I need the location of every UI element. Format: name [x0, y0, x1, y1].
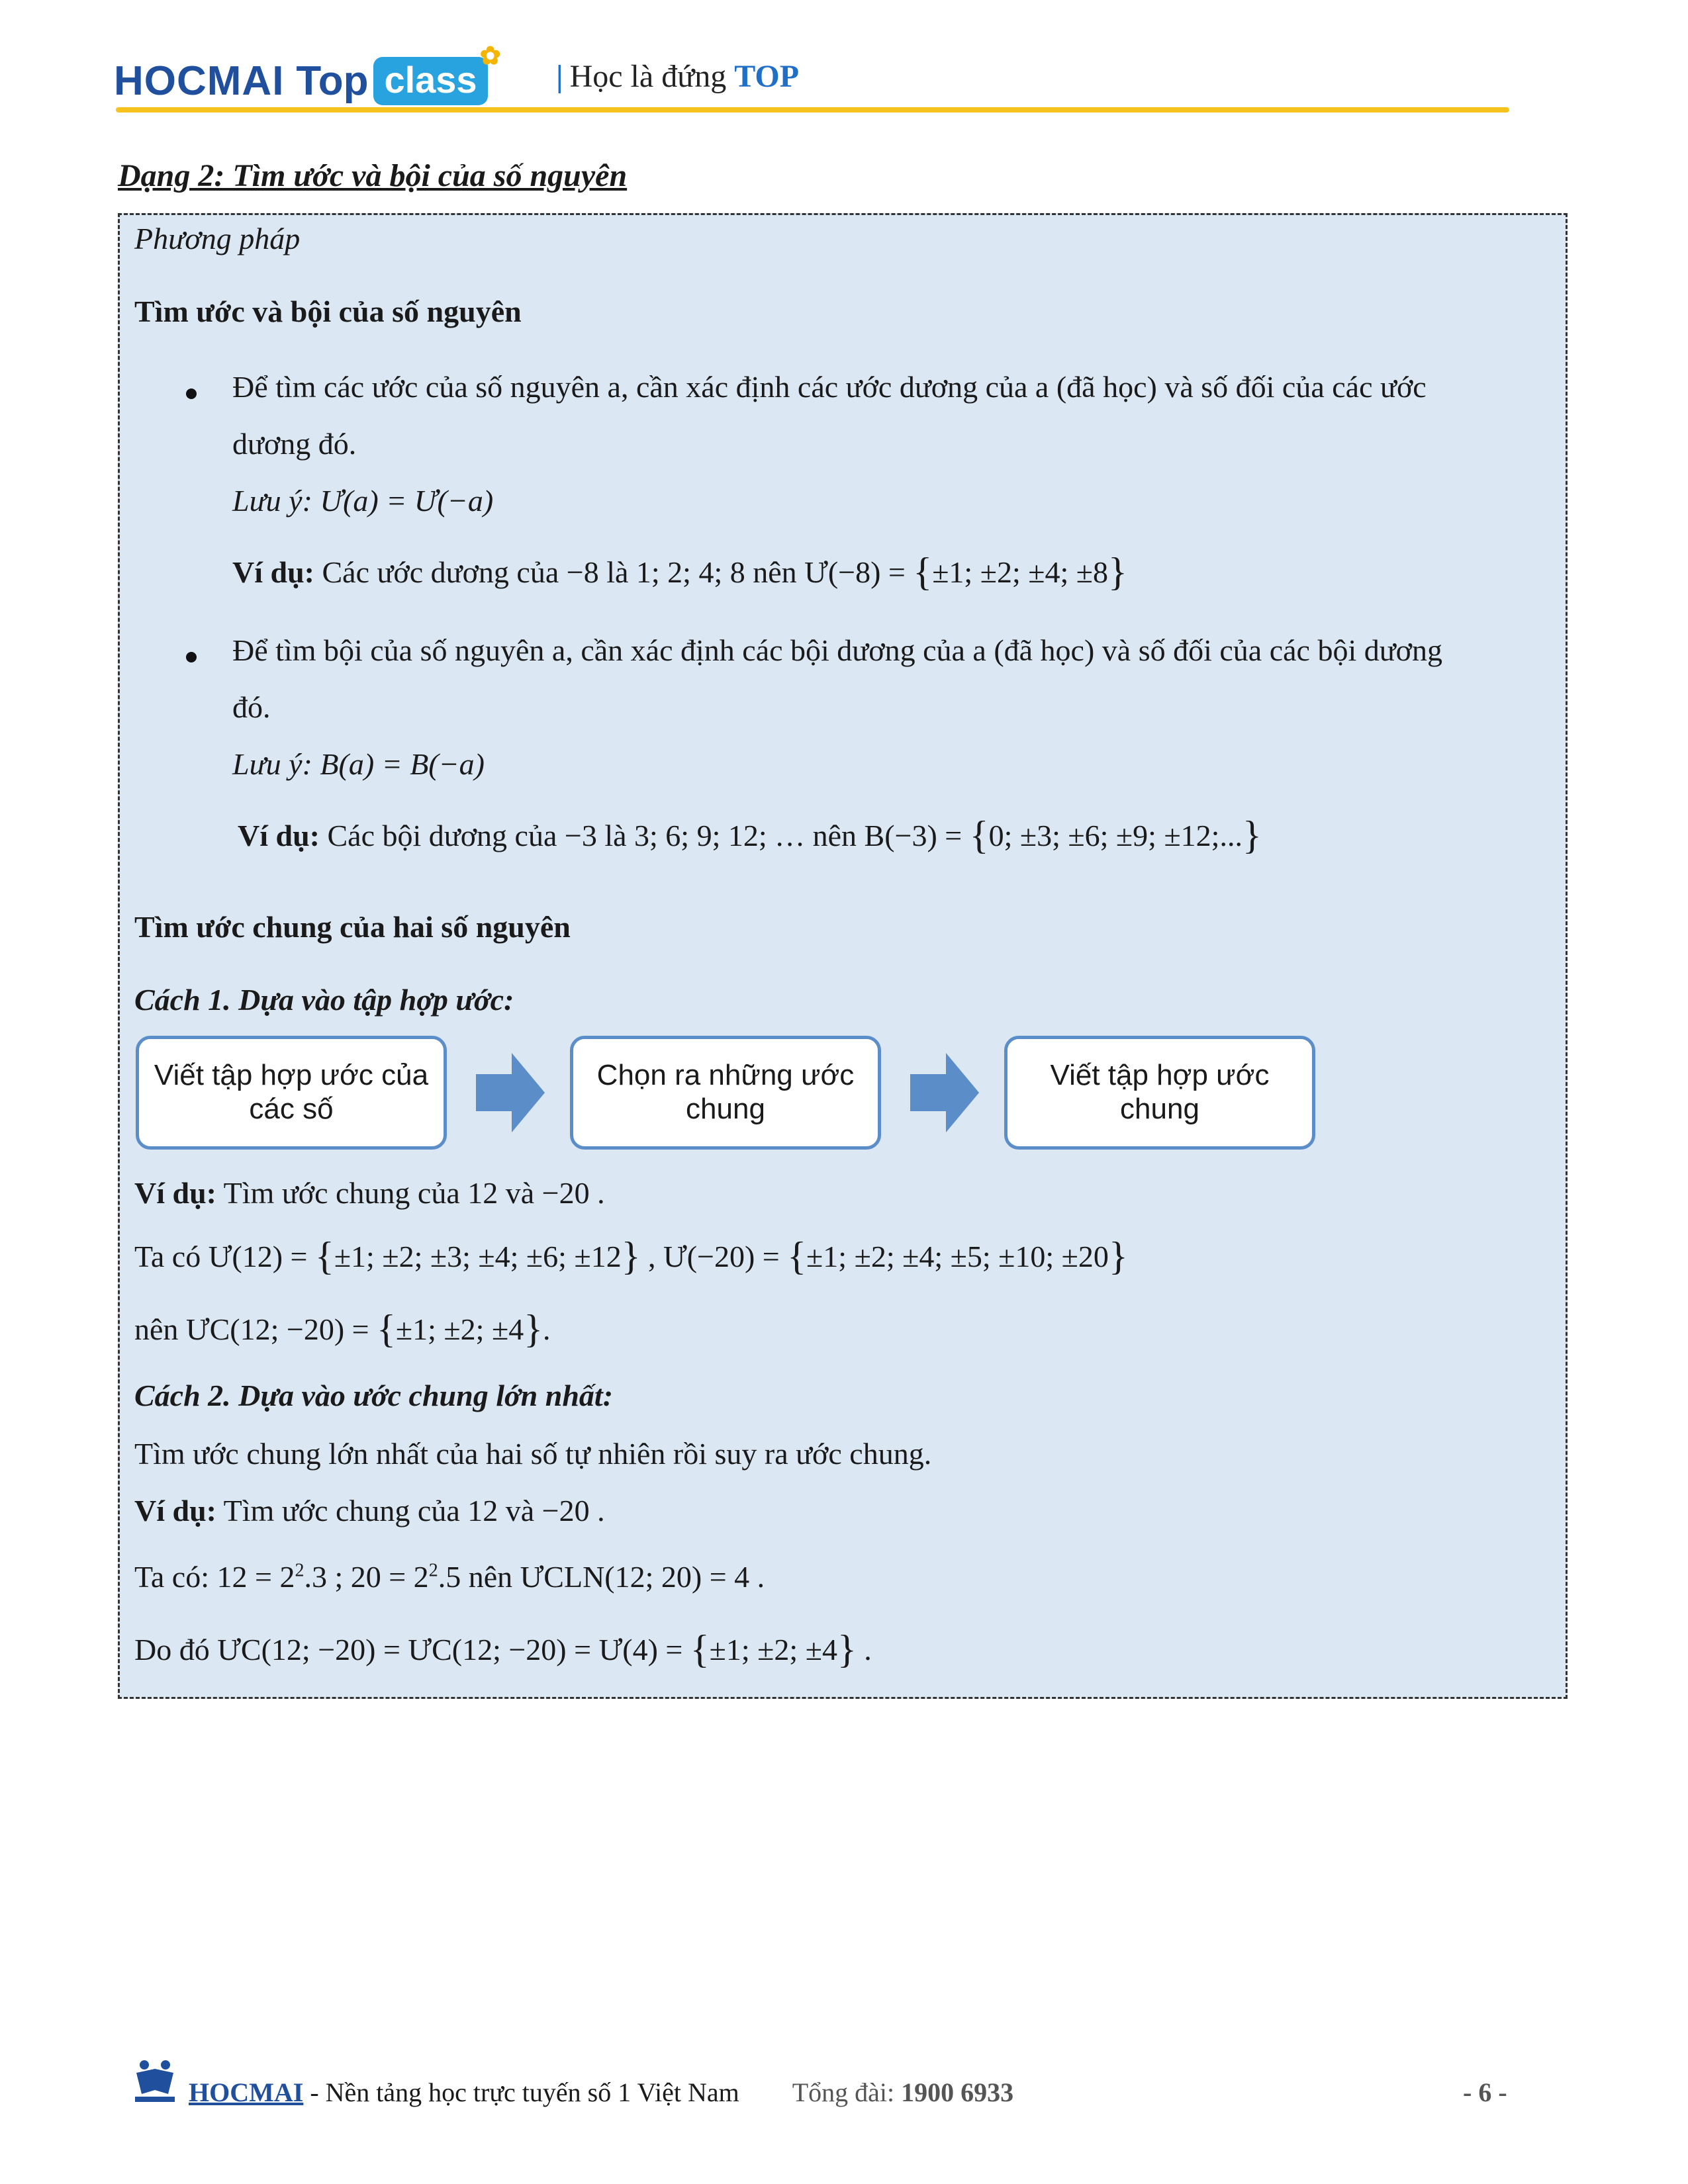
bullet2-line1: Để tìm bội của số nguyên a, cần xác định các bội dương của a (đã học) và số đối của các bội dương — [232, 633, 1443, 667]
example2-set: 0; ±3; ±6; ±9; ±12;... — [988, 819, 1243, 852]
bullet1-line2: dương đó. — [232, 427, 357, 461]
flow-step-2: Chọn ra những ước chung — [570, 1036, 881, 1150]
line-nen: nên ƯC(12; −20) = {±1; ±2; ±4}. — [134, 1307, 551, 1351]
heading-uoc-chung: Tìm ước chung của hai số nguyên — [134, 910, 571, 944]
flow-step-1: Viết tập hợp ước của các số — [136, 1036, 447, 1150]
logo-hocmai-text: HOCMAI — [114, 58, 285, 104]
taco1-set2: ±1; ±2; ±4; ±5; ±10; ±20 — [806, 1240, 1109, 1273]
footer — [189, 2077, 1013, 2108]
example1: Ví dụ: Các ước dương của −8 là 1; 2; 4; 8 nên Ư(−8) = {±1; ±2; ±4; ±8} — [232, 550, 1127, 594]
example3-text: Tìm ước chung của 12 và −20 . — [223, 1176, 605, 1210]
logo-class-text: class — [384, 58, 477, 101]
bullet-icon — [186, 652, 197, 662]
method2-title: Cách 2. Dựa vào ước chung lớn nhất: — [134, 1379, 614, 1412]
header-tagline — [556, 58, 799, 95]
hocmai-footer-icon — [131, 2057, 179, 2105]
example3 — [134, 1175, 605, 1211]
page-number: - 6 - — [1463, 2077, 1507, 2107]
taco2-c: .5 nên ƯCLN(12; 20) = 4 . — [438, 1560, 765, 1594]
flow-step-3: Viết tập hợp ước chung — [1004, 1036, 1315, 1150]
arrow-right-icon — [910, 1053, 979, 1132]
heading-uoc-boi: Tìm ước và bội của số nguyên — [134, 295, 522, 328]
tagline-top: TOP — [734, 59, 800, 94]
note1-formula: Ư(a) = Ư(−a) — [320, 484, 494, 518]
line-ta-co-2 — [134, 1559, 765, 1595]
method-label: Phương pháp — [134, 222, 301, 255]
example2: Ví dụ: Các bội dương của −3 là 3; 6; 9; 12; … nên B(−3) = {0; ±3; ±6; ±9; ±12;...} — [238, 813, 1262, 857]
dodo-b: . — [856, 1633, 872, 1666]
taco1-set1: ±1; ±2; ±3; ±4; ±6; ±12 — [334, 1240, 622, 1273]
note1 — [232, 482, 493, 519]
note2 — [232, 746, 485, 782]
taco2-exp2: 2 — [428, 1560, 438, 1581]
footer-phone: 1900 6933 — [901, 2077, 1014, 2107]
taco2-a: Ta có: 12 = 2 — [134, 1560, 295, 1594]
star-icon: ✿ — [479, 42, 501, 70]
taco2-exp1: 2 — [295, 1560, 305, 1581]
note2-label: Lưu ý: — [232, 747, 312, 781]
dodo-set: ±1; ±2; ±4 — [709, 1633, 837, 1666]
tagline-text: Học là đứng — [569, 59, 735, 94]
bullet2-line2: đó. — [232, 690, 271, 724]
dodo-a: Do đó ƯC(12; −20) = ƯC(12; −20) = Ư(4) = — [134, 1633, 690, 1666]
example2-text: Các bội dương của −3 là 3; 6; 9; 12; … nên B(−3) = — [327, 819, 970, 852]
example4-label: Ví dụ: — [134, 1494, 216, 1527]
logo-top-text: Top — [296, 58, 369, 104]
tagline-bar-icon: | — [556, 59, 563, 94]
taco2-b: .3 ; 20 = 2 — [304, 1560, 429, 1594]
footer-brand-link[interactable]: HOCMAI — [189, 2077, 304, 2107]
example4 — [134, 1492, 605, 1529]
line-do-do: Do đó ƯC(12; −20) = ƯC(12; −20) = Ư(4) = {±1; ±2; ±4} . — [134, 1627, 872, 1671]
note1-label: Lưu ý: — [232, 484, 312, 518]
method2-text: Tìm ước chung lớn nhất của hai số tự nhiên rồi suy ra ước chung. — [134, 1437, 932, 1471]
example2-label: Ví dụ: — [238, 819, 320, 852]
bullet-icon — [186, 388, 197, 399]
example1-label: Ví dụ: — [232, 555, 314, 589]
note2-formula: B(a) = B(−a) — [320, 747, 485, 781]
bullet1-line1: Để tìm các ước của số nguyên a, cần xác định các ước dương của a (đã học) và số đối của các ước — [232, 370, 1427, 404]
footer-phone-label: Tổng đài: — [792, 2077, 902, 2107]
method1-title: Cách 1. Dựa vào tập hợp ước: — [134, 983, 514, 1017]
method-box — [118, 213, 1568, 1699]
arrow-right-icon — [476, 1053, 545, 1132]
logo-class-badge — [373, 42, 501, 105]
taco1-a: Ta có Ư(12) = — [134, 1240, 315, 1273]
nen-set: ±1; ±2; ±4 — [395, 1312, 524, 1346]
header-divider — [116, 107, 1509, 113]
nen-b: . — [543, 1312, 551, 1346]
nen-a: nên ƯC(12; −20) = — [134, 1312, 377, 1346]
line-ta-co-1: Ta có Ư(12) = {±1; ±2; ±3; ±4; ±6; ±12} , Ư(−20) = {±1; ±2; ±4; ±5; ±10; ±20} — [134, 1234, 1128, 1278]
hocmai-topclass-logo — [114, 42, 501, 114]
taco1-b: , Ư(−20) = — [640, 1240, 788, 1273]
example4-text: Tìm ước chung của 12 và −20 . — [223, 1494, 605, 1527]
example1-text: Các ước dương của −8 là 1; 2; 4; 8 nên Ư(−8) = — [322, 555, 914, 589]
example1-set: ±1; ±2; ±4; ±8 — [932, 555, 1109, 589]
footer-slogan: - Nền tảng học trực tuyến số 1 Việt Nam — [303, 2077, 739, 2107]
example3-label: Ví dụ: — [134, 1176, 216, 1210]
section-title: Dạng 2: Tìm ước và bội của số nguyên — [118, 158, 628, 193]
